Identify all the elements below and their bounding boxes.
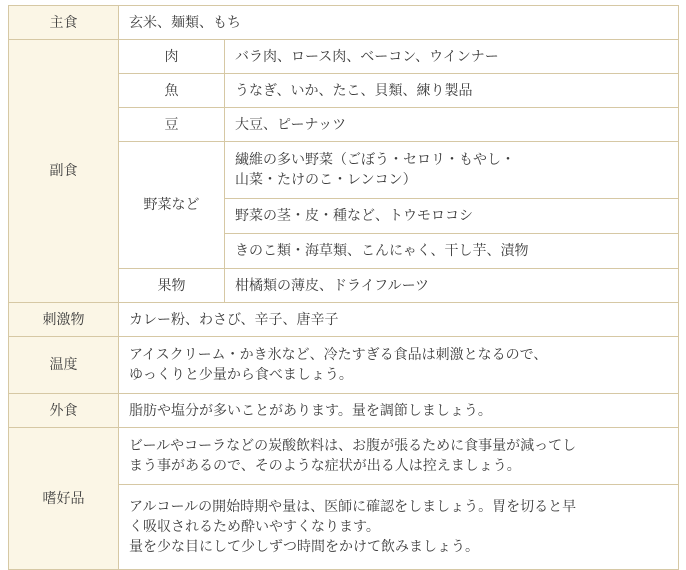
- row-staple: [9, 6, 679, 40]
- category-temperature: 温度: [9, 337, 119, 394]
- alcohol-text: [119, 485, 679, 570]
- alcohol-text-line3: 量を少な目にして少しずつ時間をかけて飲みましょう。: [129, 539, 479, 555]
- category-eating-out: 外食: [9, 394, 119, 428]
- category-side: 副食: [9, 40, 119, 303]
- vegetables-text-3: きのこ類・海草類、こんにゃく、干し芋、漬物: [225, 234, 679, 269]
- vegetables-text-1: [225, 142, 679, 199]
- temperature-text-line1: アイスクリーム・かき氷など、冷たすぎる食品は刺激となるので、: [129, 347, 548, 363]
- temperature-text-line2: ゆっくりと少量から食べましょう。: [129, 367, 353, 383]
- fruit-text: 柑橘類の薄皮、ドライフルーツ: [225, 269, 679, 303]
- alcohol-text-line2: く吸収されるため酔いやすくなります。: [129, 519, 380, 535]
- row-meat: [9, 40, 679, 74]
- subcategory-vegetables: 野菜など: [119, 142, 225, 269]
- subcategory-beans: 豆: [119, 108, 225, 142]
- vegetables-text-1-line1: 繊維の多い野菜（ごぼう・セロリ・もやし・: [235, 152, 515, 168]
- row-luxury-soda: [9, 428, 679, 485]
- fish-text: うなぎ、いか、たこ、貝類、練り製品: [225, 74, 679, 108]
- subcategory-fish: 魚: [119, 74, 225, 108]
- vegetables-text-1-line2: 山菜・たけのこ・レンコン）: [235, 172, 417, 188]
- soda-text-line2: まう事があるので、そのような症状が出る人は控えましょう。: [129, 458, 521, 474]
- food-guide-table: [8, 5, 679, 570]
- temperature-text: [119, 337, 679, 394]
- row-eating-out: [9, 394, 679, 428]
- beans-text: 大豆、ピーナッツ: [225, 108, 679, 142]
- category-spice: 刺激物: [9, 303, 119, 337]
- soda-text-line1: ビールやコーラなどの炭酸飲料は、お腹が張るために食事量が減ってし: [129, 438, 577, 454]
- alcohol-text-line1: アルコールの開始時期や量は、医師に確認をしましょう。胃を切ると早: [129, 499, 577, 515]
- meat-text: バラ肉、ロース肉、ベーコン、ウインナー: [225, 40, 679, 74]
- row-temperature: [9, 337, 679, 394]
- category-staple: 主食: [9, 6, 119, 40]
- subcategory-fruit: 果物: [119, 269, 225, 303]
- row-spice: [9, 303, 679, 337]
- soda-text: [119, 428, 679, 485]
- staple-text: 玄米、麺類、もち: [119, 6, 679, 40]
- category-luxury: 嗜好品: [9, 428, 119, 570]
- eating-out-text: 脂肪や塩分が多いことがあります。量を調節しましょう。: [119, 394, 679, 428]
- vegetables-text-2: 野菜の茎・皮・種など、トウモロコシ: [225, 199, 679, 234]
- spice-text: カレー粉、わさび、辛子、唐辛子: [119, 303, 679, 337]
- subcategory-meat: 肉: [119, 40, 225, 74]
